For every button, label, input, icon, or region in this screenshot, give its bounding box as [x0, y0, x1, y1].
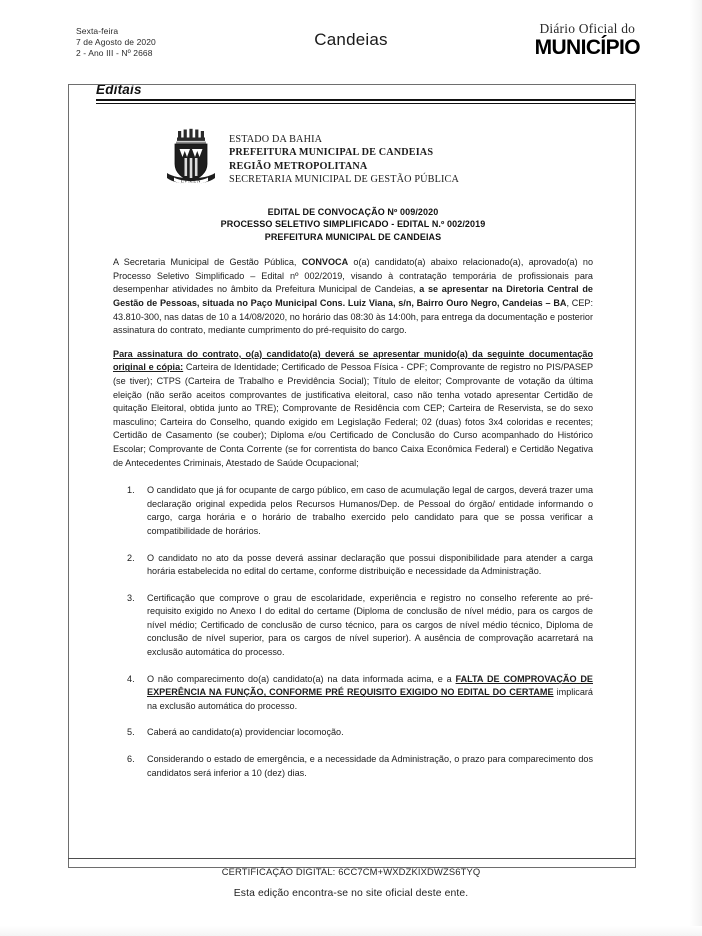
organization-header	[165, 128, 593, 190]
page-footer	[0, 862, 702, 899]
org-line-regiao: REGIÃO METROPOLITANA	[229, 160, 368, 172]
list-item	[113, 592, 593, 660]
document-content	[113, 128, 593, 793]
paragraph-documentacao	[113, 348, 593, 470]
list-item	[113, 673, 593, 714]
item-4-prefix: O não comparecimento do(a) candidato(a) na data informada acima, e a	[147, 673, 456, 684]
coat-of-arms-icon	[165, 128, 217, 190]
item-4-suffix: implicará na exclusão automática do processo.	[147, 687, 593, 711]
par1-local-bold: a se apresentar na Diretoria Central de Gestão de Pessoas, situada no Paço Municipal Cons. Luiz Viana, s/n, Bairro Ouro Negro, Candeias – BA	[113, 284, 593, 308]
par2-body: Carteira de Identidade; Certificado de Pessoa Física - CPF; Comprovante de registro no PIS/PASEP (se tiver); CTPS (Carteira de Trabalho e Previdência Social); Título de eleitor; Comprovante de votação da última eleição (não serão aceitos comprovantes de justificativa eleitoral, caso não tenha votado apresentar Certidão de quitação Eleitoral, obtida junto ao TRE); Comprovante de Residência com CEP; Carteira de Reservista, se do sexo masculino; Carteira do Conselho, quando exigido em Legislação Federal; 02 (duas) fotos 3x4 coloridas e recentes; Certidão de Casamento (se couber); Diploma e/ou Certificado de Conclusão do Curso acompanhado do Histórico Escolar; Comprovante de Conta Corrente (se for correntista do banco Caixa Econômica Federal) e Certidão Negativa de Antecedentes Criminais, Atestado de Saúde Ocupacional;	[113, 362, 594, 468]
par1-segment-a: A Secretaria Municipal de Gestão Pública,	[113, 257, 302, 268]
par1-convoca: CONVOCA	[301, 257, 349, 268]
masthead-issue: 2 - Ano III - Nº 2668	[76, 48, 153, 59]
edital-title-line-3: PREFEITURA MUNICIPAL DE CANDEIAS	[264, 231, 442, 242]
footer-note: Esta edição encontra-se no site oficial deste ente.	[233, 888, 469, 899]
item-6-text: Considerando o estado de emergência, e a necessidade da Administração, o prazo para comparecimento dos candidatos será inferior a 10 (dez) dias.	[147, 754, 593, 778]
par2-heading: Para assinatura do contrato, o(a) candidato(a) deverá se apresentar munido(a) da seguinte documentação original e cópia:	[113, 348, 593, 373]
list-item	[113, 726, 593, 740]
org-line-prefeitura: PREFEITURA MUNICIPAL DE CANDEIAS	[229, 147, 434, 159]
masthead-city: Candeias	[314, 30, 388, 49]
par1-segment-c: , CEP: 43.810-300, nas datas de 10 a 14/08/2020, no horário das 08:30 às 14:00h, para entrega da documentação e posterior assinatura do contrato, mediante cumprimento do pré-requisito do cargo.	[113, 298, 593, 336]
item-4-emphasis: FALTA DE COMPROVAÇÃO DE EXPERÊNCIA NA FUNÇÃO, CONFORME PRÉ REQUISITO EXIGIDO NO EDITAL DO CERTAME	[147, 673, 593, 698]
edital-title-block	[113, 206, 593, 243]
numbered-item-list	[113, 484, 593, 780]
list-item	[113, 484, 593, 538]
svg-text:LVMEN: LVMEN	[180, 179, 202, 185]
footer-divider	[68, 858, 636, 859]
org-line-estado: ESTADO DA BAHIA	[229, 134, 323, 145]
paragraph-convocacao	[113, 256, 593, 338]
scan-edge-right	[690, 0, 702, 936]
list-item	[113, 552, 593, 579]
item-2-text: O candidato no ato da posse deverá assinar declaração que possui disponibilidade para atender a carga horária estabelecida no edital do certame, conforme distribuição e necessidade da Administração.	[147, 552, 593, 577]
logo-line-diario-oficial: Diário Oficial do	[539, 21, 636, 36]
organization-lines	[229, 128, 459, 187]
scan-edge-bottom	[0, 926, 702, 936]
item-1-text: O candidato que já for ocupante de cargo público, em caso de acumulação legal de cargos, deverá trazer uma declaração original expedida pelos Recursos Humanos/Dep. de Pessoal do órgão/ entidade informando o cargo, carga horária e o horário de trabalho exercido pelo candidato para que se possa verificar a compatibilidade de horários.	[147, 485, 593, 536]
masthead-logo	[535, 22, 640, 58]
edital-title-line-1: EDITAL DE CONVOCAÇÃO Nº 009/2020	[267, 207, 439, 217]
list-item	[113, 753, 593, 780]
item-5-text: Caberá ao candidato(a) providenciar locomoção.	[147, 727, 344, 738]
edital-title-line-2: PROCESSO SELETIVO SIMPLIFICADO - EDITAL N.º 002/2019	[220, 219, 486, 230]
masthead-weekday: Sexta-feira	[76, 26, 119, 36]
section-title: Editais	[96, 82, 142, 97]
masthead-date: 7 de Agosto de 2020	[76, 37, 156, 48]
logo-line-municipio: MUNICÍPIO	[534, 36, 640, 59]
item-3-text: Certificação que comprove o grau de escolaridade, experiência e registro no conselho referente ao pré-requisito exigido no Anexo I do edital do certame (Diploma de conclusão de nível médio, para os cargos de nível médio; Certificado de conclusão de curso técnico, para os cargos de nível médio técnico, Diploma de conclusão de nível superior, para os cargos de nível superior). A ausência de comprovação acarretará na exclusão automática do processo.	[147, 592, 593, 658]
masthead	[0, 0, 702, 72]
certification-digital: CERTIFICAÇÃO DIGITAL: 6CC7CM+WXDZKIXDWZS6TYQ	[221, 866, 481, 877]
par1-segment-b: o(a) candidato(a) abaixo relacionado(a), aprovado(a) no Processo Seletivo Simplificado – Edital nº 002/2019, visando à contratação temporária de profissionais para desempenhar atividades no âmbito da Prefeitura Municipal de Candeias,	[113, 257, 593, 295]
org-line-secretaria: SECRETARIA MUNICIPAL DE GESTÃO PÚBLICA	[229, 174, 459, 186]
